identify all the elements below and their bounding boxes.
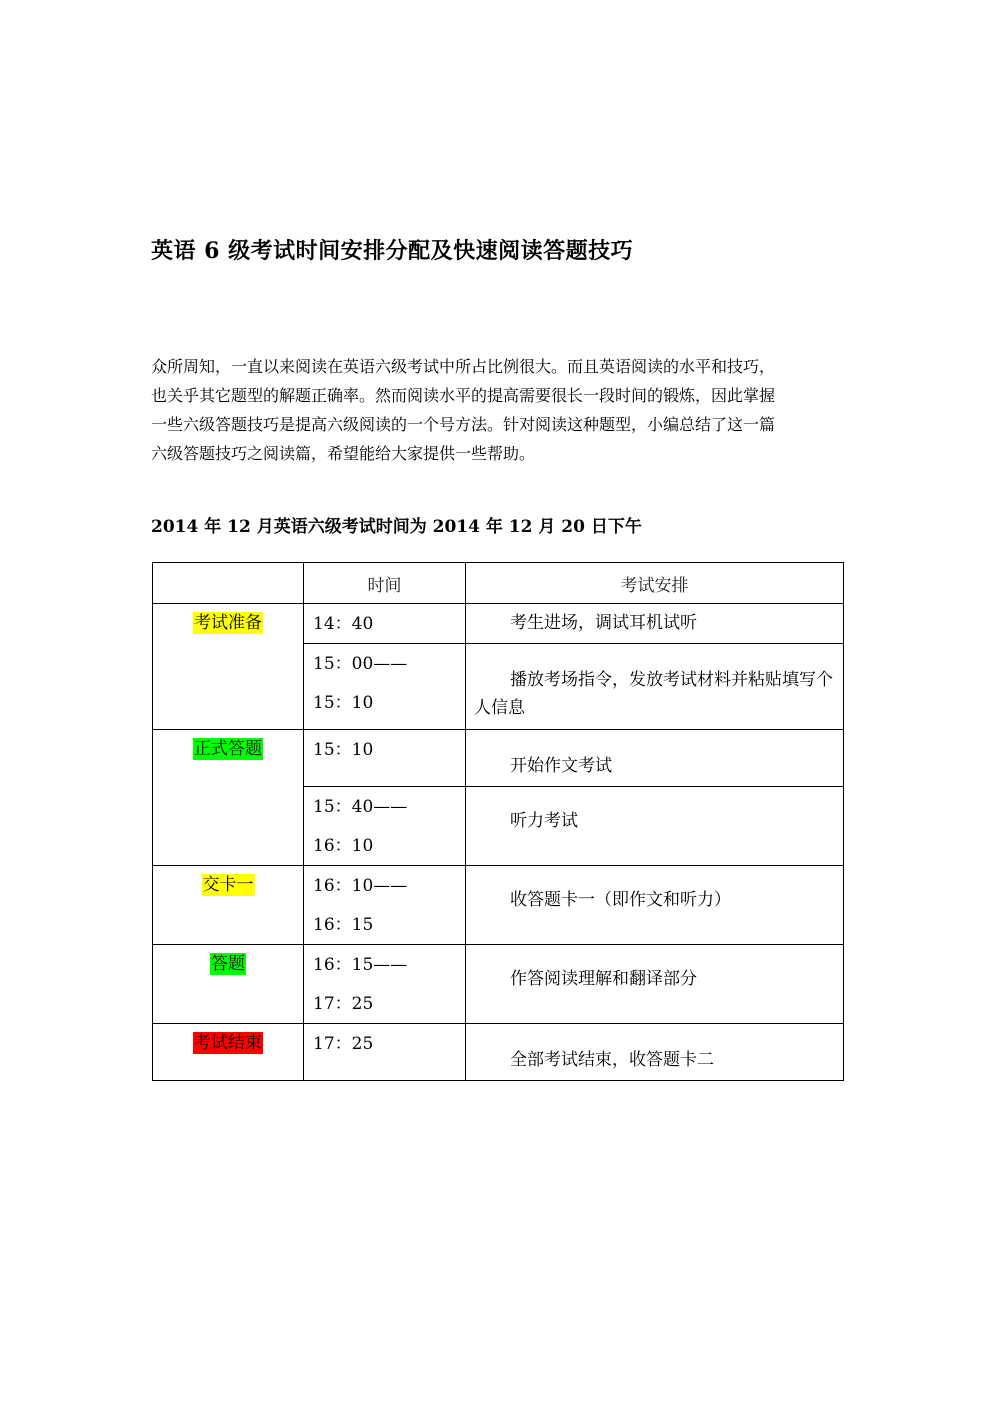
intro-line: 六级答题技巧之阅读篇，希望能给大家提供一些帮助。: [151, 444, 536, 463]
time-cell: [304, 866, 466, 945]
phase-label-exam-end: 考试结束: [194, 1033, 262, 1053]
arrangement-cell: [466, 1024, 844, 1081]
arrangement-cell: [466, 644, 844, 730]
phase-label-answer: 正式答题: [194, 739, 262, 759]
time-start: 15：10: [313, 740, 374, 760]
phase-cell: [153, 866, 304, 945]
time-start: 16：15——: [313, 955, 408, 975]
phase-cell: [153, 604, 304, 730]
phase-label-reading: 答题: [211, 954, 245, 974]
time-start: 15：00——: [313, 654, 408, 674]
phase-cell: [153, 1024, 304, 1081]
header-phase: [153, 563, 304, 604]
intro-line: 众所周知，一直以来阅读在英语六级考试中所占比例很大。而且英语阅读的水平和技巧，: [151, 357, 776, 376]
time-start: 14：40: [313, 614, 374, 634]
time-cell: [304, 644, 466, 730]
time-cell: [304, 945, 466, 1024]
table-row: [153, 730, 844, 787]
arrangement-text: 考生进场，调试耳机试听: [510, 613, 697, 633]
header-arrangement: 考试安排: [466, 563, 844, 604]
arrangement-text: 听力考试: [510, 811, 578, 831]
intro-paragraph: [151, 352, 841, 468]
arrangement-cell: [466, 604, 844, 644]
table-row: [153, 604, 844, 644]
time-end: 16：15: [313, 915, 374, 935]
arrangement-text: 全部考试结束，收答题卡二: [510, 1050, 714, 1070]
phase-cell: [153, 730, 304, 866]
time-start: 17：25: [313, 1034, 374, 1054]
arrangement-text: 开始作文考试: [510, 756, 612, 776]
time-end: 17：25: [313, 994, 374, 1014]
arrangement-cell: [466, 730, 844, 787]
phase-label-prepare: 考试准备: [194, 613, 262, 633]
time-cell: [304, 1024, 466, 1081]
phase-label-submit-card-one: 交卡一: [202, 875, 254, 895]
time-start: 16：10——: [313, 876, 408, 896]
document-title: 英语 6 级考试时间安排分配及快速阅读答题技巧: [151, 238, 634, 264]
arrangement-text: 作答阅读理解和翻译部分: [510, 969, 697, 989]
time-cell: [304, 604, 466, 644]
arrangement-cell: [466, 945, 844, 1024]
time-end: 15：10: [313, 693, 374, 713]
intro-line: 一些六级答题技巧是提高六级阅读的一个号方法。针对阅读这种题型，小编总结了这一篇: [151, 415, 776, 434]
time-cell: [304, 730, 466, 787]
time-end: 16：10: [313, 836, 374, 856]
intro-line: 也关乎其它题型的解题正确率。然而阅读水平的提高需要很长一段时间的锻炼，因此掌握: [151, 386, 776, 405]
header-time: 时间: [304, 563, 466, 604]
exam-date-heading: 2014 年 12 月英语六级考试时间为 2014 年 12 月 20 日下午: [151, 517, 642, 537]
table-row: [153, 866, 844, 945]
time-start: 15：40——: [313, 797, 408, 817]
arrangement-text: 播放考场指令，发放考试材料并粘贴填写个人信息: [474, 670, 833, 718]
time-cell: [304, 787, 466, 866]
arrangement-cell: [466, 787, 844, 866]
table-row: [153, 1024, 844, 1081]
table-row: [153, 945, 844, 1024]
exam-schedule-table: [152, 562, 844, 1081]
arrangement-text: 收答题卡一（即作文和听力）: [510, 890, 731, 910]
arrangement-cell: [466, 866, 844, 945]
phase-cell: [153, 945, 304, 1024]
table-header-row: [153, 563, 844, 604]
